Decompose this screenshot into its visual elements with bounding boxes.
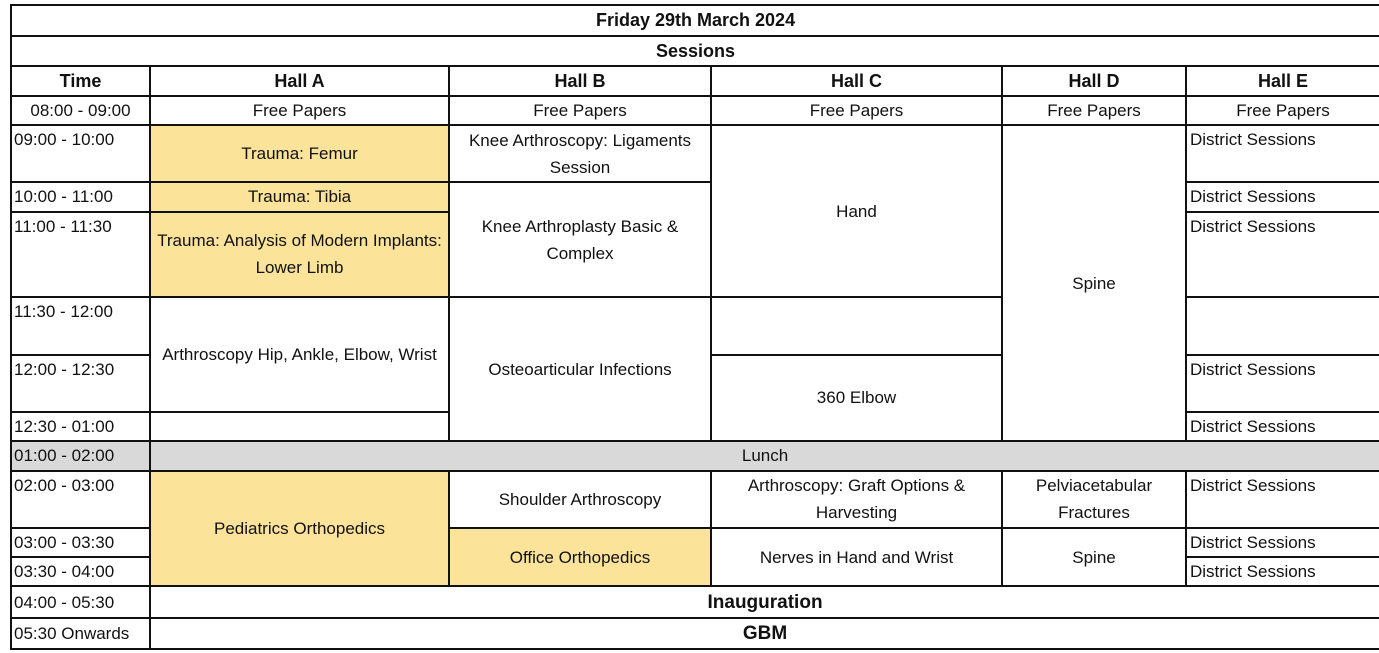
time-slot: 10:00 - 11:00 — [11, 182, 150, 211]
session-cell: Shoulder Arthroscopy — [449, 471, 711, 528]
session-cell: Pelviacetabular Fractures — [1002, 471, 1186, 528]
time-slot: 09:00 - 10:00 — [11, 125, 150, 182]
session-cell: Spine — [1002, 125, 1186, 441]
session-cell: District Sessions — [1186, 557, 1379, 586]
session-cell: Arthroscopy Hip, Ankle, Elbow, Wrist — [150, 297, 449, 412]
time-slot: 11:00 - 11:30 — [11, 212, 150, 298]
session-cell: 360 Elbow — [711, 355, 1002, 442]
time-slot: 08:00 - 09:00 — [11, 96, 150, 125]
session-cell: District Sessions — [1186, 471, 1379, 528]
time-slot: 02:00 - 03:00 — [11, 471, 150, 528]
sessions-subtitle: Sessions — [11, 36, 1379, 66]
session-cell: Arthroscopy: Graft Options & Harvesting — [711, 471, 1002, 528]
session-cell: Knee Arthroplasty Basic & Complex — [449, 182, 711, 297]
inauguration-cell: Inauguration — [150, 586, 1379, 617]
session-cell: Trauma: Analysis of Modern Implants: Lower Limb — [150, 212, 449, 298]
page-title: Friday 29th March 2024 — [11, 5, 1379, 36]
lunch-cell: Lunch — [150, 441, 1379, 470]
time-slot: 03:30 - 04:00 — [11, 557, 150, 586]
session-cell: Trauma: Tibia — [150, 182, 449, 211]
gbm-cell: GBM — [150, 618, 1379, 649]
session-cell: Office Orthopedics — [449, 528, 711, 586]
session-cell: Trauma: Femur — [150, 125, 449, 182]
schedule-table — [10, 4, 1379, 650]
time-slot: 12:30 - 01:00 — [11, 412, 150, 441]
session-cell: District Sessions — [1186, 412, 1379, 441]
empty-cell — [150, 412, 449, 441]
header-hall-e: Hall E — [1186, 66, 1379, 95]
header-hall-b: Hall B — [449, 66, 711, 95]
session-cell: Pediatrics Orthopedics — [150, 471, 449, 587]
header-hall-c: Hall C — [711, 66, 1002, 95]
header-hall-d: Hall D — [1002, 66, 1186, 95]
header-hall-a: Hall A — [150, 66, 449, 95]
session-cell: District Sessions — [1186, 528, 1379, 557]
time-slot: 05:30 Onwards — [11, 618, 150, 649]
empty-cell — [1186, 297, 1379, 354]
session-cell: Knee Arthroscopy: Ligaments Session — [449, 125, 711, 182]
session-cell: District Sessions — [1186, 182, 1379, 211]
session-cell: Free Papers — [711, 96, 1002, 125]
time-slot: 03:00 - 03:30 — [11, 528, 150, 557]
session-cell: Osteoarticular Infections — [449, 297, 711, 441]
header-time: Time — [11, 66, 150, 95]
session-cell: Nerves in Hand and Wrist — [711, 528, 1002, 586]
session-cell: District Sessions — [1186, 355, 1379, 412]
time-slot: 01:00 - 02:00 — [11, 441, 150, 470]
time-slot: 11:30 - 12:00 — [11, 297, 150, 354]
time-slot: 12:00 - 12:30 — [11, 355, 150, 412]
time-slot: 04:00 - 05:30 — [11, 586, 150, 617]
session-cell: Spine — [1002, 528, 1186, 586]
session-cell: Free Papers — [150, 96, 449, 125]
empty-cell — [711, 297, 1002, 354]
session-cell: Free Papers — [449, 96, 711, 125]
session-cell: Free Papers — [1186, 96, 1379, 125]
session-cell: District Sessions — [1186, 125, 1379, 182]
session-cell: Hand — [711, 125, 1002, 297]
session-cell: Free Papers — [1002, 96, 1186, 125]
session-cell: District Sessions — [1186, 212, 1379, 298]
